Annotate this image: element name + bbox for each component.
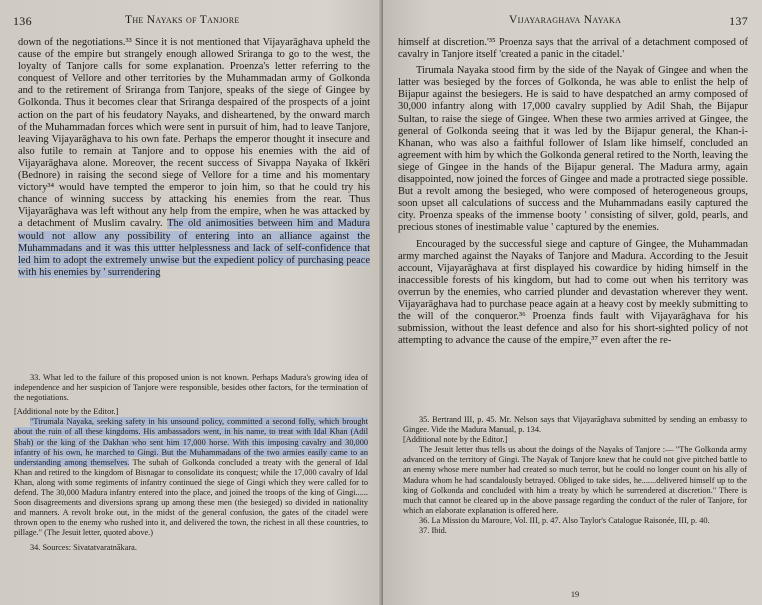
text-segment: The Jesuit letter thus tells us about the doings of the Nayaks of Tanjore :— "The Golkonda army advanced on the territory of Gingi. The Nayak of Tanjore knew that he could not give pitched battle to an enemy whose mere number had created so much terror, but he could no longer count on his ally of Madura whom he had scandalously betrayed. Obliged to take sides, he.......delivered himself up to the king of Golkonda and concluded with him a treaty by which he surrendered at discretion." There is much that cannot be cleared up in the above passage regarding the conduct of the ruler of Tanjore, for which an elaborate explanation is offered here.	[403, 445, 747, 515]
footnote	[403, 526, 747, 536]
text-segment: 36. La Mission du Maroure, Vol. III, p. 47. Also Taylor's Catalogue Raisonée, III, p. 40.	[419, 515, 710, 525]
footnote	[14, 543, 368, 553]
text-segment: 34. Sources: Sivatatvaratnākara.	[30, 542, 137, 552]
signature-mark: 19	[570, 590, 580, 599]
paragraph	[18, 37, 370, 279]
text-segment: himself at discretion.'³⁵ Proenza says that the arrival of a detachment composed of cavalry in Tanjore itself 'created a panic in the citadel.'	[398, 37, 748, 61]
footnote	[403, 435, 747, 445]
footnotes	[403, 415, 747, 536]
running-head: Vijayaraghava Nayaka	[509, 14, 622, 26]
footnotes	[14, 373, 368, 553]
footnote	[403, 415, 747, 435]
main-text	[398, 37, 748, 347]
footnote	[403, 516, 747, 526]
text-segment: 35. Bertrand III, p. 45. Mr. Nelson says that Vijayarāghava submitted by sending an embassy to Gingee. Vide the Madura Manual, p. 134.	[403, 415, 747, 435]
signature-area	[403, 590, 747, 600]
page-number: 137	[729, 14, 748, 28]
text-segment: Tirumala Nayaka stood firm by the side of the Nayak of Gingee and when the latter was besieged by the forces of Golkonda, he was able to enlist the help of Bijapur against the besiegers. He is said to have despatched an army composed of 30,000 infantry along with 17,000 cavalry supplied by Adil Shah, the Bijapur Sultan, to raise the siege of Gingee. When these two armies arrived at Gingee, the general of Golkonda seeing that it was led by the Bijapur general, the Khan-i-Khanan, who was also a faithful follower of Islam like himself, concluded an agreement with him by which the Golkonda general retired to the North, leaving the siege of Gingee in the hands of the Bijapur general. The Madura army, again disappointed, now joined the forces of Gingee and made a protracted siege possible. But a revolt among the besieged, who were composed of heterogeneous groups, soon upset all calculations of success and the Muhammadans easily captured the city. Proenza speaks of the immense booty ' consisting of silver, gold, pearls, and precious stones of inestimable value ' captured by the enemies.	[398, 65, 748, 234]
right-page	[383, 0, 762, 605]
text-segment: 37. Ibid.	[419, 526, 447, 536]
footnote	[403, 445, 747, 516]
main-text	[18, 37, 370, 279]
text-segment: Encouraged by the successful siege and capture of Gingee, the Muhammadan army marched against the Nayaks of Tanjore and Madura. According to the Jesuit account, Vijayarāghava at first displayed his cowardice by hiding himself in the inaccessible forests of his kingdom, but had to come out when his territory was overrun by the enemies, who carried plunder and devastation wherever they went. Vijayarāghava had to purchase peace again at a heavy cost by meekly submitting to the will of the conqueror.³⁶ Proenza finds fault with Vijayarāghava for his submission, without the least defence and also for his short-sighted policy of not attempting to advance the cause of the empire,³⁷ even after the re-	[398, 238, 748, 347]
paragraph	[398, 65, 748, 234]
text-segment: [Additional note by the Editor.]	[14, 407, 119, 417]
footnote	[14, 407, 368, 417]
paragraph	[398, 239, 748, 348]
footnote	[14, 373, 368, 403]
running-head: The Nayaks of Tanjore	[125, 14, 240, 26]
paragraph	[398, 37, 748, 61]
highlighted-text: The old animosities between him and Madura would not allow any possibility of entering into an alliance against the Muhammadans and it was this uttter helplessness and lack of self-confidence that led him to adopt the extremely unwise but the expedient policy of purchasing peace with his enemies by ' surrendering	[18, 218, 370, 278]
footnote	[14, 417, 368, 538]
text-segment: [Additional note by the Editor.]	[403, 435, 508, 445]
highlighted-text: "Tirumala Nayaka, seeking safety in his unsound policy, committed a second folly, which brought about the ruin of all these kingdoms. His ambassadors went, in his name, to treat with Idal Khan (Adil Shah) or the king of the Dakhan who sent him 17,000 horse. With this imposing cavalry and 30,000 infantry of his own, he marched to Gingi. But the Muhammadans of the two armies easily came to an understanding among themselves.	[14, 417, 368, 467]
text-segment: down of the negotiations.³³ Since it is not mentioned that Vijayarāghava upheld the cause of the empire but strangely enough allowed Sriranga to go to the west, the loyalty of Tanjore calls for some explanation. Proenza's letter referring to the conquest of Vellore and other territories by the Muhammadan army of Golkonda and to the retirement of Sriranga from Tanjore, speaks of the siege of Gingee by Golkonda. Thus it becomes clear that Sriranga despaired of the prospects of a joint action on the part of his feudatory Nayaks, and disheartened, by the onward march of the Muhammadan forces which were sent in pursuit of him, had to leave Tanjore, leaving Vijayarāghava to his own fate. Perhaps the emperor thought it insecure and also futile to remain at Tanjore and to oppose his enemies with the aid of Vijayarāghava alone. Moreover, the recent success of Sivappa Nayaka of Ikkēri (Bednore) in raising the second siege of Vellore for a time and his momentary victory³⁴ would have tempted the emperor to join him, so that he could try his chance of winning success by attacking his enemies from the rear. Thus Vijayarāghava was left without any help from the empire, when he was attacked by a detachment of Muslim cavalry.	[18, 37, 370, 230]
text-segment: The subah of Golkonda concluded a treaty with the general of Idal Khan and retired to the kingdom of Bisnagar to consolidate its conquest; while the 17,000 cavalry of Idal Khan, along with some regiments of infantry continued the siege of Gingi which they were called for to defend. The 30,000 Madura infantry entered into the place, and joined the troops of the king of Gingi...... Soon disagreements and diversions sprang up among these men (the besieged) so divided in nationality and manners. A revolt broke out, in the midst of the general confusion, the gates of the citadel were thrown open to the enemy who rushed into it, and delivered the town, the richest in all these countries, to pillage." (The Jesuit letter, quoted above.)	[14, 457, 368, 538]
page-number: 136	[13, 14, 32, 28]
text-segment: 33. What led to the failure of this proposed union is not known. Perhaps Madura's growing idea of independence and her suspicion of Tanjore were responsible, besides other factors, for the termination of the negotiations.	[14, 373, 368, 403]
